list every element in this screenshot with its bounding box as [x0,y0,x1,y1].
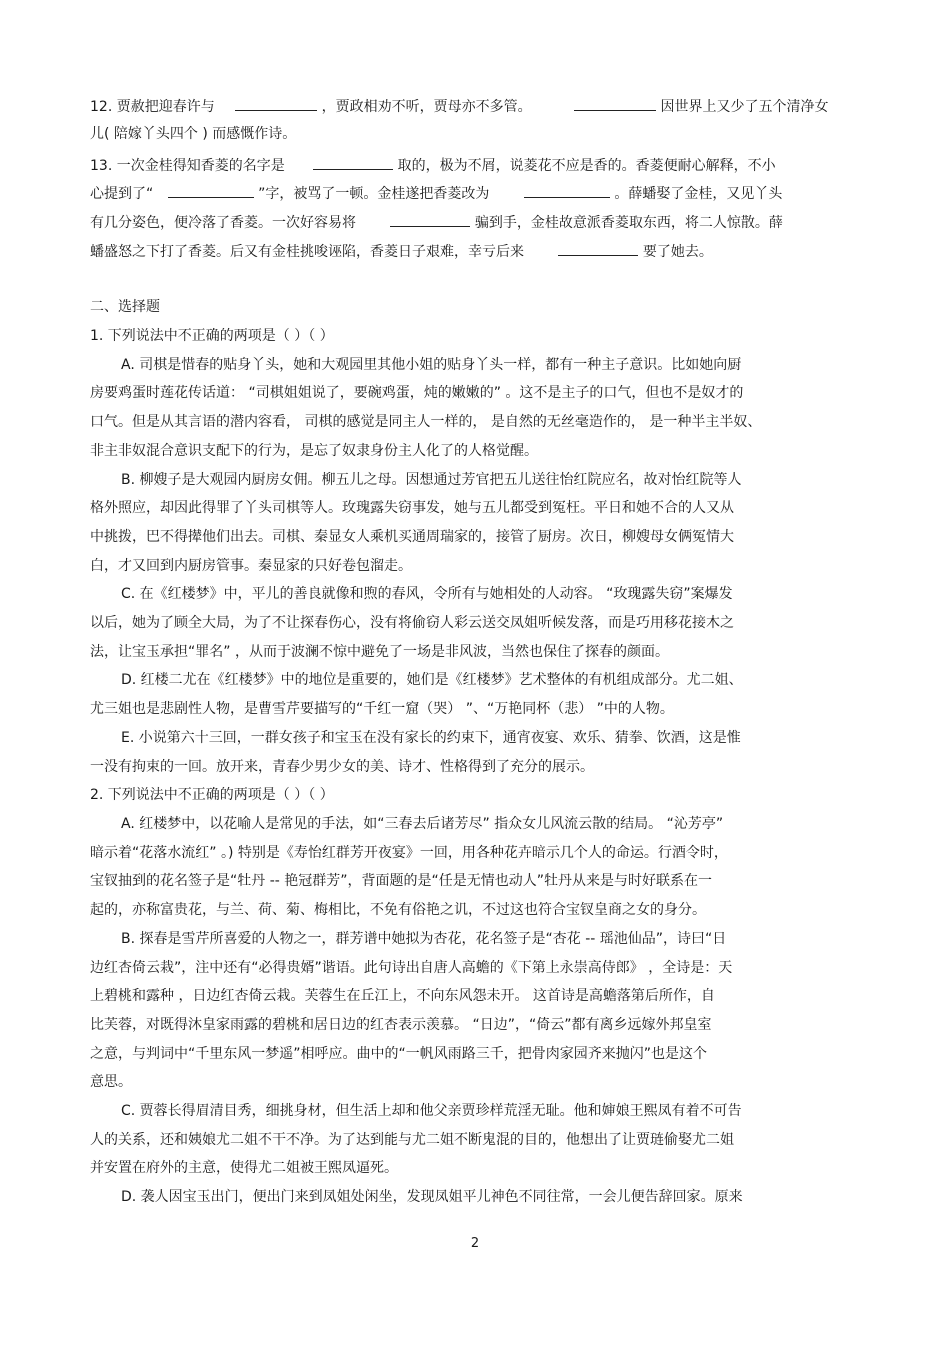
mc2-option-d: D. 袭人因宝玉出门，便出门来到凤姐处闲坐，发现凤姐平儿神色不同往常，一会儿便告辞回家。原来 [121,1189,743,1205]
q13-text: 心提到了“ [90,186,154,202]
q13-text: 13. 一次金桂得知香菱的名字是 [90,158,285,174]
answer-blank[interactable] [524,183,610,198]
mc2-option-c: 并安置在府外的主意，使得尤二姐被王熙凤逼死。 [90,1160,398,1176]
mc1-option-c: 法，让宝玉承担“罪名” ，从而于波澜不惊中避免了一场是非风波，当然也保住了探春的颜面。 [90,644,669,660]
q12-text: ，贾政相劝不听，贾母亦不多管。 [321,99,532,115]
q12-text: 因世界上又少了五个清净女 [660,99,829,115]
q13-line-2 [90,183,870,204]
q12-line-1 [90,96,870,117]
mc1-option-a: 非主非奴混合意识支配下的行为，是忘了奴隶身份主人化了的人格觉醒。 [90,443,538,459]
answer-blank[interactable] [558,241,638,256]
answer-blank[interactable] [390,212,470,227]
mc1-option-b: 白，才又回到内厨房管事。秦显家的只好卷包溜走。 [90,558,412,574]
section-heading: 二、选择题 [90,299,160,315]
mc2-option-a: 宝钗抽到的花名签子是“牡丹 -- 艳冠群芳”，背面题的是“任是无情也动人”牡丹从来是与时好联系在一 [90,873,713,889]
mc1-option-a: 房要鸡蛋时莲花传话道： “司棋姐姐说了，要碗鸡蛋，炖的嫩嫩的” 。这不是主子的口气，但也不是奴才的 [90,385,744,401]
q13-text: 骗到手，金桂故意派香菱取东西，将二人惊散。薛 [474,215,783,231]
mc2-option-b: B. 探春是雪芹所喜爱的人物之一，群芳谱中她拟为杏花，花名签子是“杏花 -- 瑶池仙品”，诗曰“日 [121,931,727,947]
q13-text: 要了她去。 [642,244,713,260]
mc1-option-b: B. 柳嫂子是大观园内厨房女佣。柳五儿之母。因想通过芳官把五儿送往怡红院应名，故对怡红院等人 [121,472,742,488]
mc1-option-d: 尤三姐也是悲剧性人物，是曹雪芹要描写的“千红一窟（哭） ”、“万艳同杯（悲） ”中的人物。 [90,701,674,717]
q13-line-4 [90,241,870,262]
mc2-option-a: 暗示着“花落水流红” 。) 特别是《寿怡红群芳开夜宴》一回，用各种花卉暗示几个人的命运。行酒令时， [90,845,728,861]
q13-text: ”字，被骂了一顿。金桂遂把香菱改为 [258,186,490,202]
answer-blank[interactable] [235,96,317,111]
mc2-option-b: 边红杏倚云栽”，注中还有“必得贵婿”谐语。此句诗出自唐人高蟾的《下第上永崇高侍郎》 ，全诗是：天 [90,960,733,976]
mc2-option-a: A. 红楼梦中，以花喻人是常见的手法，如“三春去后诸芳尽” 指众女儿风流云散的结局。 “沁芳亭” [121,816,724,832]
mc1-option-b: 格外照应，却因此得罪了丫头司棋等人。玫瑰露失窃事发，她与五儿都受到冤枉。平日和她不合的人又从 [90,500,734,516]
mc2-option-a: 起的，亦称富贵花，与兰、荷、菊、梅相比，不免有俗艳之讥，不过这也符合宝钗皇商之女的身分。 [90,902,706,918]
mc1-option-a: A. 司棋是惜春的贴身丫头，她和大观园里其他小姐的贴身丫头一样，都有一种主子意识。比如她向厨 [121,357,742,373]
mc2-option-c: C. 贾蓉长得眉清目秀，细挑身材，但生活上却和他父亲贾珍样荒淫无耻。他和婶娘王熙凤有着不可告 [121,1103,742,1119]
q13-text: 有几分姿色，便冷落了香菱。一次好容易将 [90,215,356,231]
mc1-option-e: 一没有拘束的一回。放开来，青春少男少女的美、诗才、性格得到了充分的展示。 [90,759,594,775]
answer-blank[interactable] [313,155,393,170]
q13-line-1 [90,155,870,176]
page-number: 2 [470,1236,480,1251]
answer-blank[interactable] [168,183,254,198]
mc2-option-b: 之意，与判词中“千里东风一梦遥”相呼应。曲中的“一帆风雨路三千，把骨肉家园齐来抛闪”也是这个 [90,1046,708,1062]
mc1-stem: 1. 下列说法中不正确的两项是（ ）（ ） [90,328,334,344]
q12-text: 12. 贾赦把迎春许与 [90,99,215,115]
mc2-option-b: 比芙蓉，对既得沐皇家雨露的碧桃和居日边的红杏表示羡慕。 “日边”，“倚云”都有离乡远嫁外邦皇室 [90,1017,712,1033]
mc2-stem: 2. 下列说法中不正确的两项是（ ）（ ） [90,787,334,803]
q13-text: 蟠盛怒之下打了香菱。后又有金桂挑唆诬陷，香菱日子艰难，幸亏后来 [90,244,524,260]
mc1-option-d: D. 红楼二尤在《红楼梦》中的地位是重要的，她们是《红楼梦》艺术整体的有机组成部分。尤二姐、 [121,672,743,688]
q13-text: 取的，极为不屑，说菱花不应是香的。香菱便耐心解释，不小 [397,158,776,174]
mc1-option-c: 以后，她为了顾全大局，为了不让探春伤心，没有将偷窃人彩云送交凤姐听候发落，而是巧用移花接木之 [90,615,734,631]
mc1-option-c: C. 在《红楼梦》中，平儿的善良就像和煦的春风，令所有与她相处的人动容。 “玫瑰露失窃”案爆发 [121,586,733,602]
q13-line-3 [90,212,870,233]
answer-blank[interactable] [574,96,656,111]
mc1-option-e: E. 小说第六十三回，一群女孩子和宝玉在没有家长的约束下，通宵夜宴、欢乐、猜拳、饮酒，这是惟 [121,730,741,746]
q13-text: 。薛蟠娶了金桂，又见丫头 [614,186,783,202]
mc1-option-b: 中挑拨，巴不得撵他们出去。司棋、秦显女人乘机买通周瑞家的，接管了厨房。次日，柳嫂母女俩冤情大 [90,529,734,545]
mc2-option-b: 上碧桃和露种 ，日边红杏倚云栽。芙蓉生在丘江上，不向东风怨未开。 这首诗是高蟾落第后所作，自 [90,988,715,1004]
mc2-option-b: 意思。 [90,1074,132,1090]
q12-line-2: 儿( 陪嫁丫头四个 ) 而感慨作诗。 [90,126,297,142]
mc1-option-a: 口气。但是从其言语的潜内容看， 司棋的感觉是同主人一样的， 是自然的无丝毫造作的， 是一种半主半奴、 [90,414,762,430]
mc2-option-c: 人的关系，还和姨娘尤二姐不干不净。为了达到能与尤二姐不断鬼混的目的，他想出了让贾琏偷娶尤二姐 [90,1132,734,1148]
